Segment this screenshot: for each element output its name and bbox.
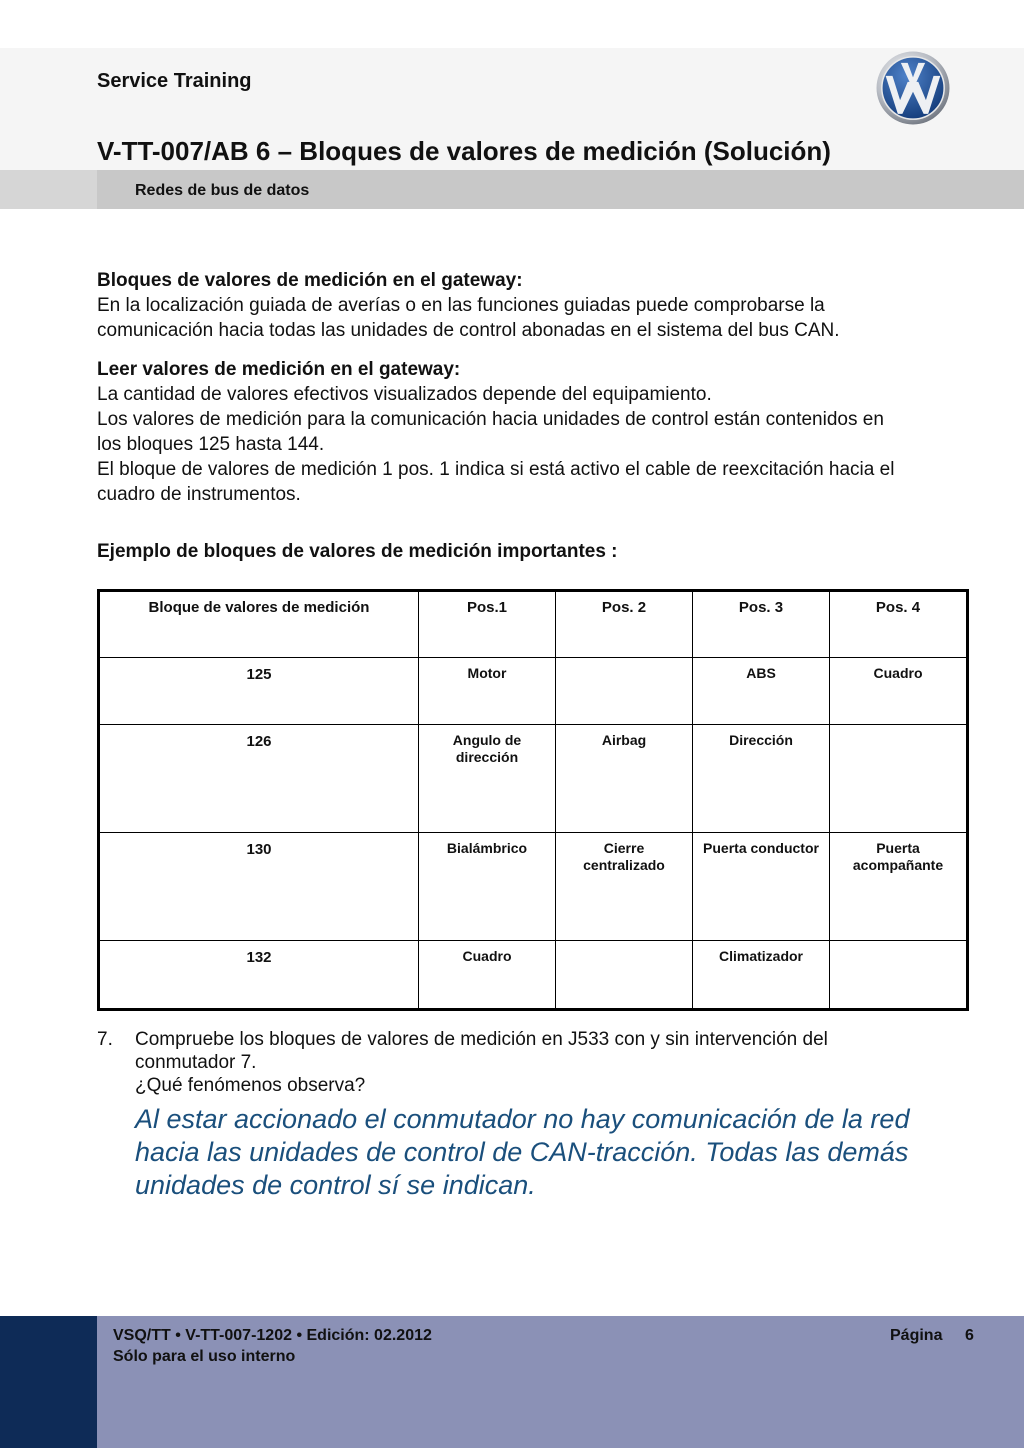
table-cell: Motor [419, 657, 556, 724]
subtitle-bar [97, 170, 1024, 209]
table-cell: Dirección [693, 724, 830, 832]
table-cell: 126 [99, 724, 419, 832]
table-cell: Angulo de dirección [419, 724, 556, 832]
table-cell: Puerta conductor [693, 832, 830, 940]
answer-text: Al estar accionado el conmutador no hay comunicación de la red hacia las unidades de control de CAN-tracción. Todas las demás unidades de control sí se indican. [135, 1104, 910, 1200]
table-cell: Cierre centralizado [556, 832, 693, 940]
table-cell: Puerta acompañante [830, 832, 968, 940]
task-line: conmutador 7. [135, 1052, 257, 1073]
example-heading: Ejemplo de bloques de valores de medición importantes : [97, 541, 618, 562]
section1-line: En la localización guiada de averías o en las funciones guiadas puede comprobarse la [97, 295, 825, 316]
table-header-cell: Pos. 3 [693, 591, 830, 658]
table-row [99, 832, 968, 940]
task-number: 7. [97, 1029, 113, 1050]
table-cell [830, 724, 968, 832]
table-cell: Climatizador [693, 940, 830, 1009]
section2-line: cuadro de instrumentos. [97, 484, 301, 505]
section1-line: comunicación hacia todas las unidades de control abonadas en el sistema del bus CAN. [97, 320, 840, 341]
footer-page-label: Página [890, 1327, 943, 1344]
footer-page-number: 6 [965, 1327, 974, 1344]
footer-dark-block [0, 1316, 97, 1448]
table-header-cell: Pos. 2 [556, 591, 693, 658]
table-header-cell: Pos.1 [419, 591, 556, 658]
section1-heading: Bloques de valores de medición en el gateway: [97, 270, 523, 291]
task-text [135, 1028, 955, 1097]
values-table [97, 589, 969, 1011]
table-row [99, 940, 968, 1009]
footer-doc-info: VSQ/TT • V-TT-007-1202 • Edición: 02.2012 [113, 1327, 432, 1344]
table-cell: 132 [99, 940, 419, 1009]
table-row [99, 724, 968, 832]
section2-line: La cantidad de valores efectivos visualizados depende del equipamiento. [97, 384, 712, 405]
subtitle-bar-left [0, 170, 97, 209]
table-cell: Bialámbrico [419, 832, 556, 940]
section2-line: Los valores de medición para la comunicación hacia unidades de control están contenidos en [97, 409, 884, 430]
vw-logo-icon [875, 50, 951, 126]
table-cell [830, 940, 968, 1009]
section2-heading: Leer valores de medición en el gateway: [97, 359, 461, 380]
section2-line: El bloque de valores de medición 1 pos. 1 indica si está activo el cable de reexcitación hacia el [97, 459, 895, 480]
brand-label: Service Training [97, 70, 252, 92]
table-row [99, 657, 968, 724]
task-question: ¿Qué fenómenos observa? [135, 1075, 366, 1096]
table-header-row [99, 591, 968, 658]
section2-line: los bloques 125 hasta 144. [97, 434, 325, 455]
table-cell: 125 [99, 657, 419, 724]
table-cell: ABS [693, 657, 830, 724]
table-cell [556, 657, 693, 724]
table-cell: 130 [99, 832, 419, 940]
table-cell: Airbag [556, 724, 693, 832]
footer-internal-note: Sólo para el uso interno [113, 1348, 296, 1365]
intro-content [97, 268, 977, 564]
table-cell: Cuadro [830, 657, 968, 724]
table-header-cell: Pos. 4 [830, 591, 968, 658]
page-title: V-TT-007/AB 6 – Bloques de valores de medición (Solución) [97, 136, 831, 166]
table-cell: Cuadro [419, 940, 556, 1009]
table-header-cell: Bloque de valores de medición [99, 591, 419, 658]
subtitle: Redes de bus de datos [135, 182, 310, 199]
table-cell [556, 940, 693, 1009]
task-line: Compruebe los bloques de valores de medición en J533 con y sin intervención del [135, 1029, 828, 1050]
